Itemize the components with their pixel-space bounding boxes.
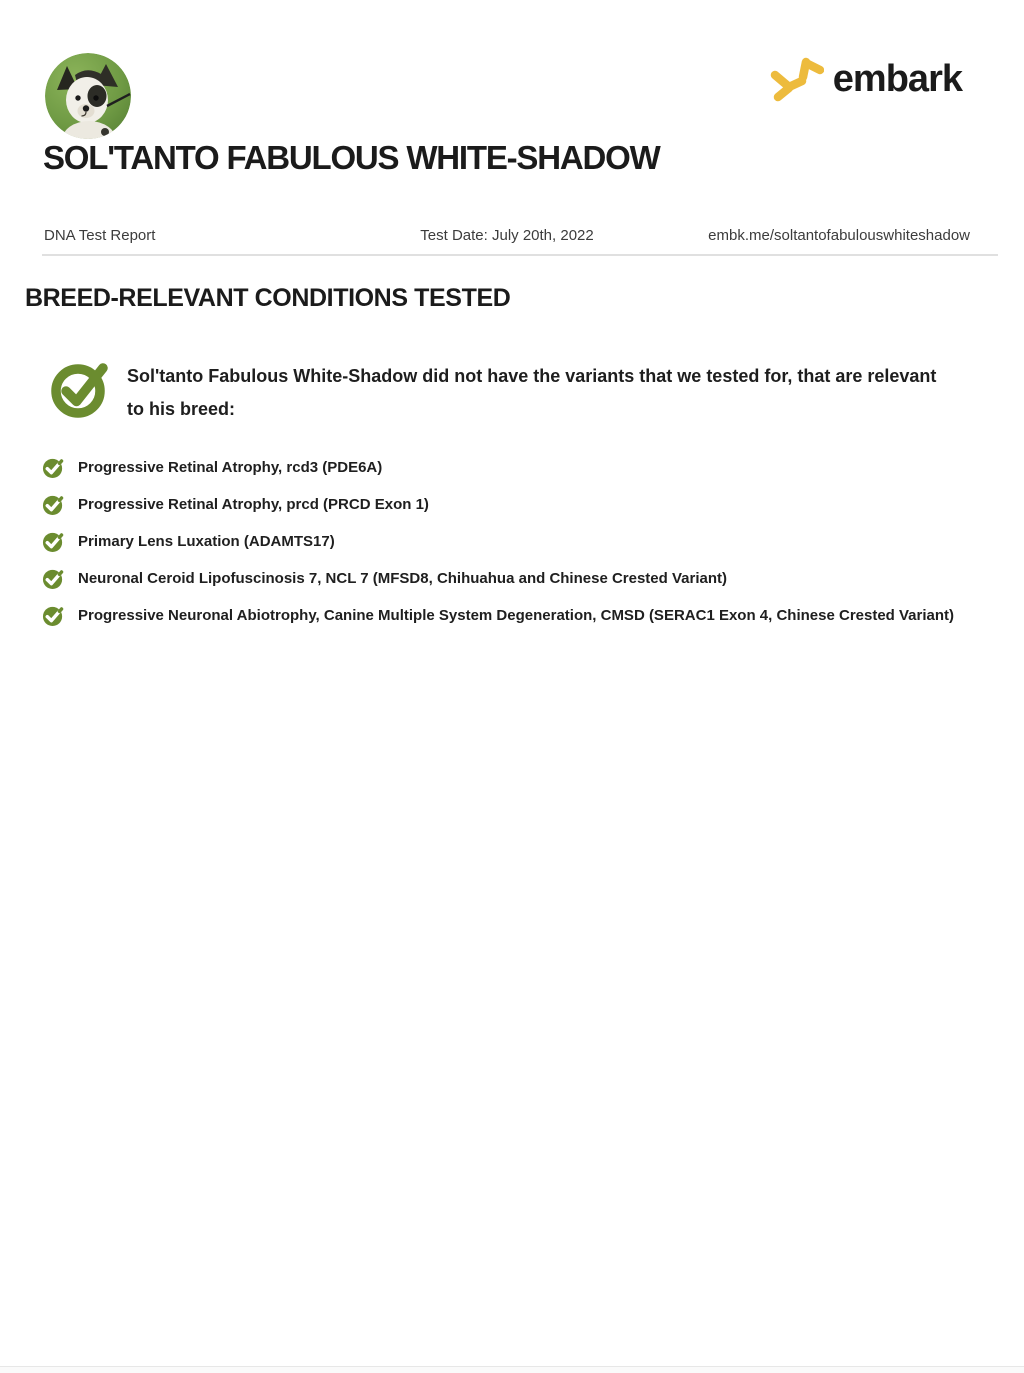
check-circle-icon (42, 530, 65, 553)
page-bottom-edge (0, 1366, 1024, 1373)
page-title: SOL'TANTO FABULOUS WHITE-SHADOW (43, 139, 660, 176)
embark-dog-icon (770, 55, 824, 103)
condition-label: Progressive Neuronal Abiotrophy, Canine Multiple System Degeneration, CMSD (SERAC1 Exon 4, Chinese Crested Variant) (78, 607, 955, 624)
condition-label: Neuronal Ceroid Lipofuscinosis 7, NCL 7 (MFSD8, Chihuahua and Chinese Crested Variant) (78, 570, 727, 587)
check-circle-icon (42, 604, 65, 627)
report-type-label: DNA Test Report (44, 227, 156, 244)
embark-wordmark: embark (832, 58, 962, 100)
condition-label: Progressive Retinal Atrophy, prcd (PRCD Exon 1) (78, 496, 429, 513)
check-circle-icon (42, 493, 65, 516)
section-heading: BREED-RELEVANT CONDITIONS TESTED (25, 284, 511, 312)
condition-row (42, 597, 982, 634)
report-meta-row (44, 227, 970, 244)
condition-label: Primary Lens Luxation (ADAMTS17) (78, 533, 335, 550)
condition-row (42, 523, 982, 560)
check-circle-ring-icon (50, 355, 114, 421)
condition-row (42, 560, 982, 597)
condition-row (42, 449, 982, 486)
clear-badge-svg (50, 355, 114, 421)
clear-summary-text: Sol'tanto Fabulous White-Shadow did not have the variants that we tested for, that are relevant to his breed: (127, 366, 937, 419)
embark-logo (770, 53, 962, 105)
condition-row (42, 486, 982, 523)
dog-photo-illustration (45, 53, 131, 139)
check-circle-icon (42, 456, 65, 479)
header-divider (42, 254, 998, 256)
conditions-list (42, 449, 982, 634)
dog-avatar (45, 53, 131, 139)
share-url-link[interactable]: embk.me/soltantofabulouswhiteshadow (708, 227, 970, 244)
condition-label: Progressive Retinal Atrophy, rcd3 (PDE6A) (78, 459, 383, 476)
test-date-label: Test Date: July 20th, 2022 (420, 227, 594, 244)
check-circle-icon (42, 567, 65, 590)
